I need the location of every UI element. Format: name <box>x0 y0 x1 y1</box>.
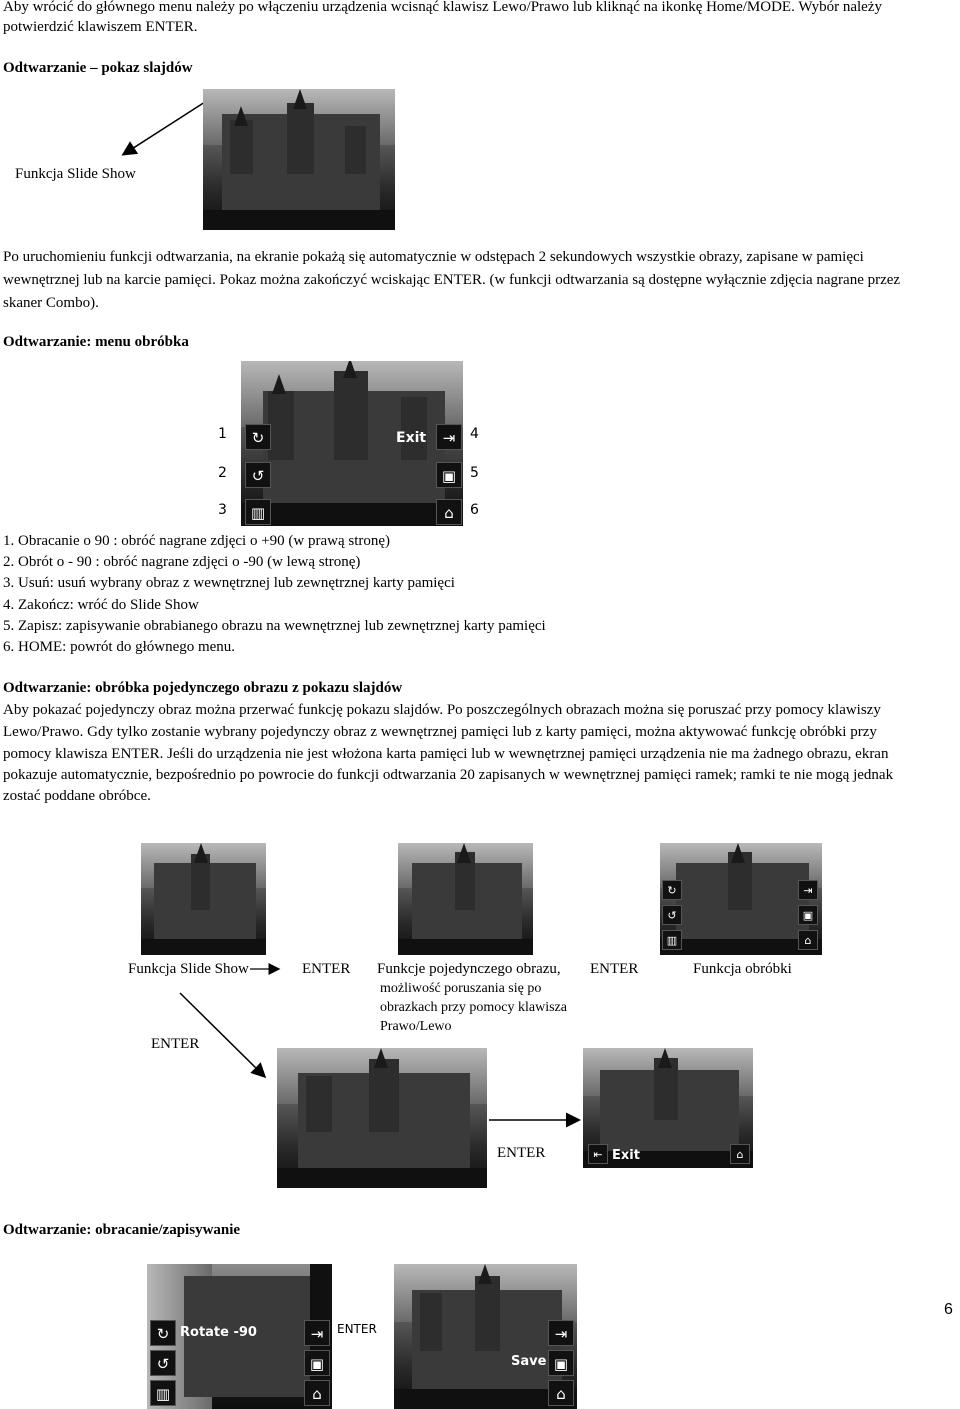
intro-line-1: Aby wrócić do głównego menu należy po włączeniu urządzenia wcisnąć klawisz Lewo/Prawo lub kliknąć na ikonkę Home/MODE. Wybór należy <box>3 0 882 15</box>
save-icon-2: ▣ <box>304 1350 330 1376</box>
flow-enter-1: ENTER <box>302 961 351 977</box>
flow-exit-overlay: Exit <box>612 1148 640 1163</box>
menu-item-6: 6. HOME: powrót do głównego menu. <box>3 639 236 655</box>
rotate-save-heading: Odtwarzanie: obracanie/zapisywanie <box>3 1222 241 1238</box>
home-icon-2: ⌂ <box>304 1380 330 1406</box>
flow-single-line-1: Funkcje pojedynczego obrazu, <box>377 961 561 977</box>
section3-para-line-1: Aby pokazać pojedynczy obraz można przerwać funkcję pokazu slajdów. Po poszczególnych obrazach można się poruszać przy pomocy klawiszy <box>3 702 881 718</box>
flow-enter-2: ENTER <box>590 961 639 977</box>
menu-item-5: 5. Zapisz: zapisywanie obrabianego obrazu na wewnętrznej lub zewnętrznej karty pamięci <box>3 618 546 634</box>
flow-processing-label: Funkcja obróbki <box>693 961 792 977</box>
section3-para-line-4: pokazuje automatycznie, bezpośrednio po powrocie do funkcji odtwarzania 20 zapisanych w wewnętrznej pamięci ramek; ramki te nie mogą jednak <box>3 767 894 783</box>
slideshow-photo <box>203 89 395 230</box>
home-icon-3: ⌂ <box>548 1380 574 1406</box>
slideshow-function-label: Funkcja Slide Show <box>15 166 136 182</box>
intro-line-2: potwierdzić klawiszem ENTER. <box>3 19 198 35</box>
page-number: 6 <box>944 1301 953 1318</box>
flow-exit-icon: ⇥ <box>798 880 818 900</box>
trash-icon-2: ▥ <box>150 1380 176 1406</box>
flow-photo-exit <box>583 1048 753 1168</box>
exit-icon[interactable]: ⇥ <box>436 424 462 450</box>
menu-item-2: 2. Obrót o - 90 : obróć nagrane zdjęci o -90 (w lewą stronę) <box>3 554 361 570</box>
flow-photo-slideshow <box>141 843 266 955</box>
menu-photo <box>241 361 463 526</box>
save-overlay-label: Save <box>511 1354 547 1369</box>
slideshow-arrow <box>124 102 205 154</box>
exit-label: Exit <box>396 430 427 446</box>
menu-number-1: 1 <box>218 426 227 442</box>
section3-para-line-3: pomocy klawisza ENTER. Jeśli do urządzenia nie jest włożona karta pamięci lub w wewnętrznej pamięci urządzenia nie ma żadnego obrazu, ekran <box>3 746 889 762</box>
rotate-left-icon[interactable]: ↺ <box>245 462 271 488</box>
flow-exit-bar-left-icon: ⇤ <box>588 1144 608 1164</box>
exit-icon-3: ⇥ <box>548 1320 574 1346</box>
flow-photo-single <box>398 843 533 955</box>
section1-para-line-2: wewnętrznej lub na karcie pamięci. Pokaz można zakończyć wciskając ENTER. (w funkcji odtwarzania są dostępne wyłącznie zdjęcia nagrane przez <box>3 272 901 288</box>
menu-number-3: 3 <box>218 502 227 518</box>
flow-enter-3: ENTER <box>151 1036 200 1052</box>
rotate-left-icon-2: ↺ <box>150 1350 176 1376</box>
home-icon[interactable]: ⌂ <box>436 499 462 525</box>
menu-number-6: 6 <box>470 502 479 518</box>
menu-number-4: 4 <box>470 426 479 442</box>
trash-icon[interactable]: ▥ <box>245 499 271 525</box>
menu-item-3: 3. Usuń: usuń wybrany obraz z wewnętrznej lub zewnętrznej karty pamięci <box>3 575 455 591</box>
menu-item-4: 4. Zakończ: wróć do Slide Show <box>3 597 199 613</box>
flow-single-line-3: obrazkach przy pomocy klawisza <box>380 1000 567 1015</box>
rotate-enter-label: ENTER <box>337 1322 377 1336</box>
rotate-overlay-label: Rotate -90 <box>180 1325 257 1340</box>
flow-exit-bar-home-icon: ⌂ <box>730 1144 750 1164</box>
flow-rotate-right-icon: ↻ <box>662 880 682 900</box>
section3-para-line-5: zostać poddane obróbce. <box>3 788 151 804</box>
flow-home-icon: ⌂ <box>798 930 818 950</box>
flow-save-icon: ▣ <box>798 905 818 925</box>
menu-number-5: 5 <box>470 465 479 481</box>
section1-para-line-1: Po uruchomieniu funkcji odtwarzania, na ekranie pokażą się automatycznie w odstępach 2 sekundowych wszystkie obrazy, zapisane w pamięci <box>3 249 864 265</box>
single-image-heading: Odtwarzanie: obróbka pojedynczego obrazu z pokazu slajdów <box>3 680 403 696</box>
menu-number-2: 2 <box>218 465 227 481</box>
save-icon-3: ▣ <box>548 1350 574 1376</box>
flow-trash-icon: ▥ <box>662 930 682 950</box>
rotate-right-icon-2: ↻ <box>150 1320 176 1346</box>
flow-slideshow-label: Funkcja Slide Show <box>128 961 249 977</box>
flow-single-line-4: Prawo/Lewo <box>380 1019 452 1034</box>
menu-item-1: 1. Obracanie o 90 : obróć nagrane zdjęci o +90 (w prawą stronę) <box>3 533 391 549</box>
flow-rotate-left-icon: ↺ <box>662 905 682 925</box>
section3-para-line-2: Lewo/Prawo. Gdy tylko zostanie wybrany pojedynczy obraz z wewnętrznej pamięci lub z karty pamięci, można aktywować funkcję obróbki przy <box>3 724 877 740</box>
rotate-right-icon[interactable]: ↻ <box>245 424 271 450</box>
section1-para-line-3: skaner Combo). <box>3 295 99 311</box>
save-icon[interactable]: ▣ <box>436 462 462 488</box>
slideshow-heading: Odtwarzanie – pokaz slajdów <box>3 60 193 76</box>
flow-photo-single-large <box>277 1048 487 1188</box>
menu-heading: Odtwarzanie: menu obróbka <box>3 334 189 350</box>
exit-icon-2: ⇥ <box>304 1320 330 1346</box>
flow-single-line-2: możliwość poruszania się po <box>380 981 542 996</box>
flow-enter-4: ENTER <box>497 1145 546 1161</box>
